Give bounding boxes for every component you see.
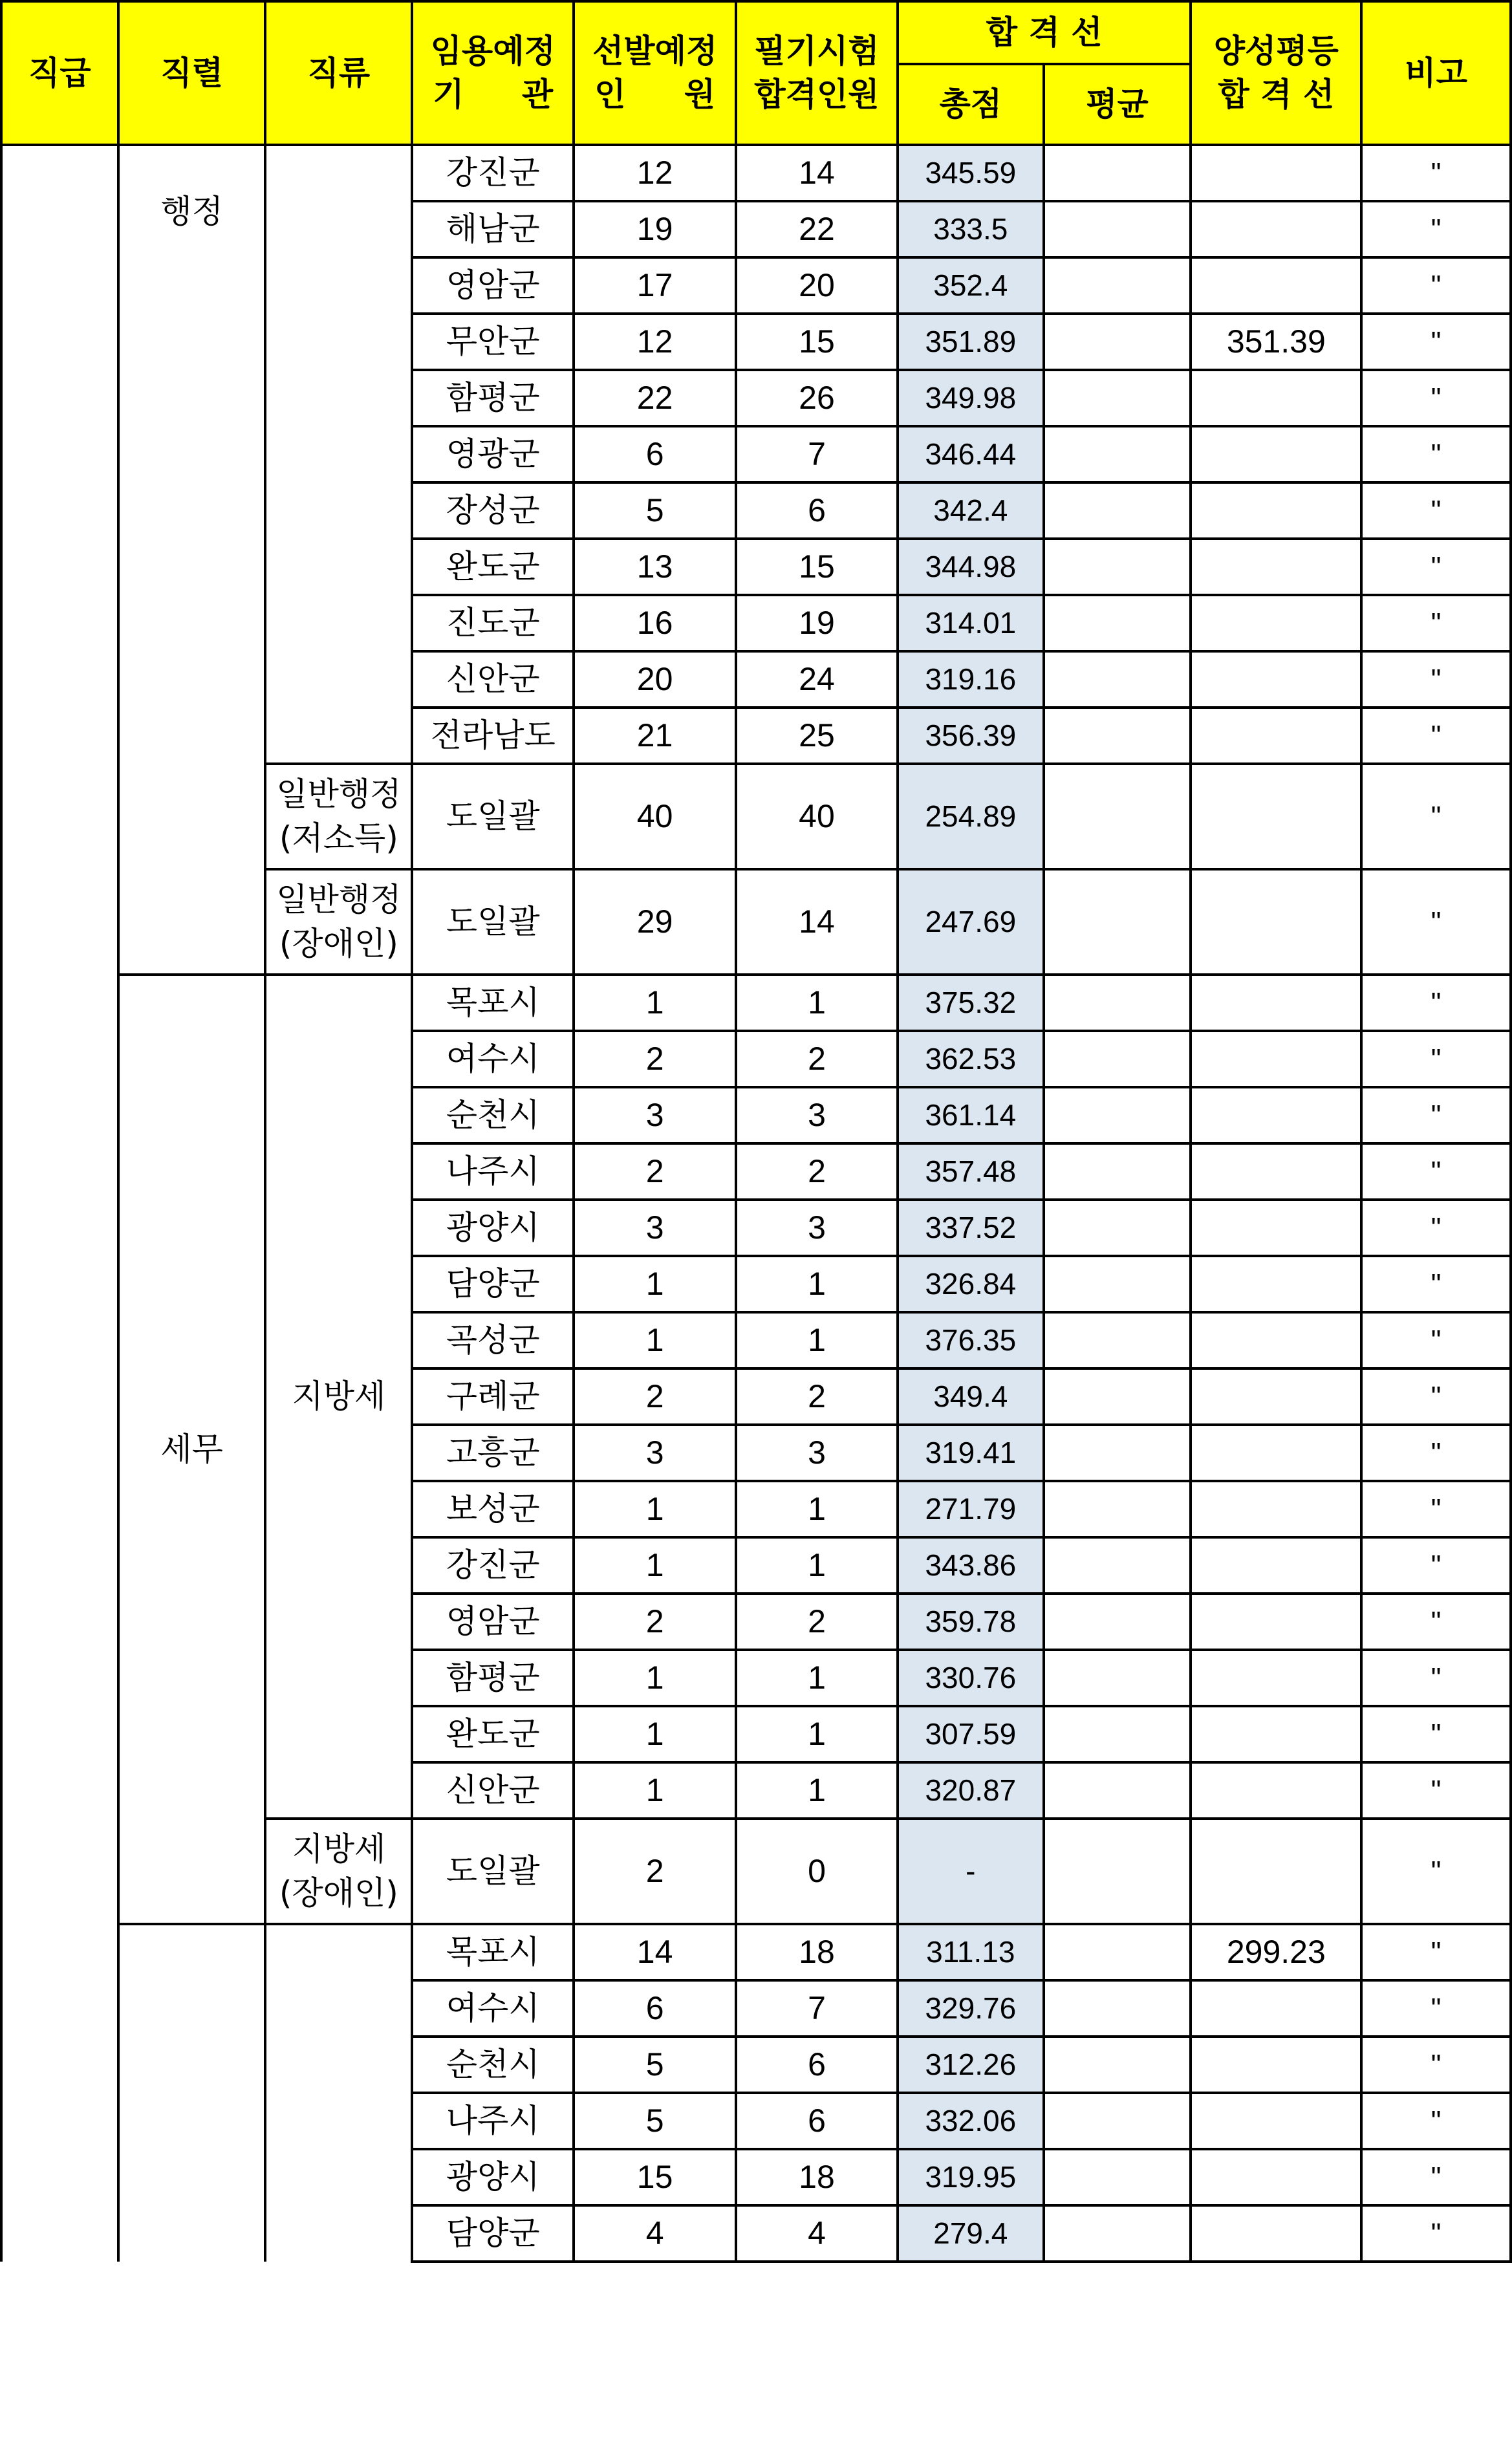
remark-cell: " (1361, 595, 1511, 651)
class-cell-blank (265, 145, 412, 764)
total-score-cell: 376.35 (898, 1312, 1044, 1368)
passed-count-cell: 22 (736, 201, 898, 257)
header-agency-line1: 임용예정 (430, 32, 556, 70)
header-select (574, 1, 736, 145)
header-agency-line2b: 관 (521, 76, 554, 113)
passed-count-cell: 1 (736, 975, 898, 1031)
agency-cell: 곡성군 (412, 1312, 574, 1368)
select-count-cell: 21 (574, 708, 736, 764)
remark-cell: " (1361, 1256, 1511, 1312)
total-score-cell: 344.98 (898, 539, 1044, 595)
average-score-cell (1044, 1762, 1191, 1819)
remark-cell: " (1361, 426, 1511, 482)
passed-count-cell: 4 (736, 2205, 898, 2262)
select-count-cell: 5 (574, 2093, 736, 2149)
select-count-cell: 1 (574, 1762, 736, 1819)
total-score-cell: 349.98 (898, 370, 1044, 426)
remark-cell: " (1361, 314, 1511, 370)
gender-cutoff-cell (1191, 145, 1361, 201)
class-label-line2: (장애인) (279, 1874, 398, 1912)
select-count-cell: 3 (574, 1087, 736, 1143)
select-count-cell: 12 (574, 314, 736, 370)
average-score-cell (1044, 764, 1191, 869)
average-score-cell (1044, 869, 1191, 975)
remark-cell: " (1361, 1031, 1511, 1087)
gender-cutoff-cell (1191, 1762, 1361, 1819)
remark-cell: " (1361, 539, 1511, 595)
average-score-cell (1044, 1650, 1191, 1706)
average-score-cell (1044, 651, 1191, 708)
agency-cell: 강진군 (412, 1537, 574, 1594)
table-row (1, 975, 1511, 1031)
total-score-cell: 375.32 (898, 975, 1044, 1031)
header-select-line1: 선발예정 (592, 32, 718, 70)
average-score-cell (1044, 975, 1191, 1031)
select-count-cell: 20 (574, 651, 736, 708)
header-remark: 비고 (1361, 1, 1511, 145)
passed-count-cell: 40 (736, 764, 898, 869)
gender-cutoff-cell (1191, 764, 1361, 869)
average-score-cell (1044, 1087, 1191, 1143)
remark-cell: " (1361, 1594, 1511, 1650)
average-score-cell (1044, 1481, 1191, 1537)
agency-cell: 목포시 (412, 975, 574, 1031)
passed-count-cell: 2 (736, 1143, 898, 1200)
remark-cell: " (1361, 370, 1511, 426)
total-score-cell: 247.69 (898, 869, 1044, 975)
remark-cell: " (1361, 2149, 1511, 2205)
select-count-cell: 5 (574, 2037, 736, 2093)
agency-cell: 나주시 (412, 2093, 574, 2149)
gender-cutoff-cell (1191, 2205, 1361, 2262)
select-count-cell: 2 (574, 1819, 736, 1924)
gender-cutoff-cell (1191, 2149, 1361, 2205)
header-series: 직렬 (118, 1, 266, 145)
average-score-cell (1044, 1256, 1191, 1312)
total-score-cell: 329.76 (898, 1980, 1044, 2037)
remark-cell: " (1361, 1706, 1511, 1762)
total-score-cell: 312.26 (898, 2037, 1044, 2093)
select-count-cell: 12 (574, 145, 736, 201)
header-select-line2 (575, 73, 735, 117)
select-count-cell: 29 (574, 869, 736, 975)
remark-cell: " (1361, 1762, 1511, 1819)
total-score-cell: 345.59 (898, 145, 1044, 201)
passed-count-cell: 3 (736, 1087, 898, 1143)
average-score-cell (1044, 539, 1191, 595)
average-score-cell (1044, 1425, 1191, 1481)
select-count-cell: 1 (574, 975, 736, 1031)
average-score-cell (1044, 426, 1191, 482)
passed-count-cell: 1 (736, 1537, 898, 1594)
average-score-cell (1044, 2093, 1191, 2149)
gender-cutoff-cell (1191, 257, 1361, 314)
agency-cell: 도일괄 (412, 1819, 574, 1924)
select-count-cell: 1 (574, 1256, 736, 1312)
remark-cell: " (1361, 764, 1511, 869)
select-count-cell: 19 (574, 201, 736, 257)
gender-cutoff-cell (1191, 1980, 1361, 2037)
average-score-cell (1044, 2205, 1191, 2262)
passed-count-cell: 2 (736, 1594, 898, 1650)
average-score-cell (1044, 1143, 1191, 1200)
total-score-cell: 311.13 (898, 1924, 1044, 1980)
agency-cell: 완도군 (412, 1706, 574, 1762)
average-score-cell (1044, 257, 1191, 314)
header-written (736, 1, 898, 145)
average-score-cell (1044, 145, 1191, 201)
remark-cell: " (1361, 975, 1511, 1031)
average-score-cell (1044, 1594, 1191, 1650)
select-count-cell: 3 (574, 1200, 736, 1256)
gender-cutoff-cell (1191, 1706, 1361, 1762)
agency-cell: 영암군 (412, 257, 574, 314)
select-count-cell: 2 (574, 1143, 736, 1200)
select-count-cell: 3 (574, 1425, 736, 1481)
agency-cell: 영암군 (412, 1594, 574, 1650)
select-count-cell: 6 (574, 426, 736, 482)
class-cell (265, 1819, 412, 1924)
agency-cell: 영광군 (412, 426, 574, 482)
total-score-cell: 349.4 (898, 1368, 1044, 1425)
gender-cutoff-cell (1191, 1312, 1361, 1368)
total-score-cell: 319.95 (898, 2149, 1044, 2205)
total-score-cell: 346.44 (898, 426, 1044, 482)
total-score-cell: 271.79 (898, 1481, 1044, 1537)
passed-count-cell: 18 (736, 1924, 898, 1980)
total-score-cell: 337.52 (898, 1200, 1044, 1256)
average-score-cell (1044, 482, 1191, 539)
class-label-line1: 일반행정 (276, 881, 402, 918)
gender-cutoff-cell (1191, 708, 1361, 764)
average-score-cell (1044, 1312, 1191, 1368)
passed-count-cell: 24 (736, 651, 898, 708)
remark-cell: " (1361, 1368, 1511, 1425)
passed-count-cell: 3 (736, 1200, 898, 1256)
remark-cell: " (1361, 1924, 1511, 1980)
total-score-cell: 343.86 (898, 1537, 1044, 1594)
agency-cell: 순천시 (412, 1087, 574, 1143)
header-agency-line2 (413, 73, 572, 117)
header-select-line2b: 원 (684, 76, 716, 113)
agency-cell: 나주시 (412, 1143, 574, 1200)
gender-cutoff-cell (1191, 1819, 1361, 1924)
header-average: 평균 (1044, 64, 1191, 145)
remark-cell: " (1361, 1980, 1511, 2037)
header-gender-line1: 양성평등 (1213, 32, 1339, 70)
series-cell-haengjeong: 행정 (118, 145, 266, 975)
header-select-line2a: 인 (594, 76, 626, 113)
select-count-cell: 15 (574, 2149, 736, 2205)
remark-cell: " (1361, 708, 1511, 764)
average-score-cell (1044, 1368, 1191, 1425)
gender-cutoff-cell (1191, 539, 1361, 595)
select-count-cell: 1 (574, 1706, 736, 1762)
average-score-cell (1044, 1537, 1191, 1594)
remark-cell: " (1361, 1087, 1511, 1143)
average-score-cell (1044, 595, 1191, 651)
average-score-cell (1044, 1819, 1191, 1924)
gender-cutoff-cell: 351.39 (1191, 314, 1361, 370)
passed-count-cell: 7 (736, 1980, 898, 2037)
remark-cell: " (1361, 1143, 1511, 1200)
passed-count-cell: 14 (736, 145, 898, 201)
select-count-cell: 5 (574, 482, 736, 539)
average-score-cell (1044, 1031, 1191, 1087)
class-label-line2: (장애인) (279, 924, 398, 962)
passed-count-cell: 19 (736, 595, 898, 651)
total-score-cell: 279.4 (898, 2205, 1044, 2262)
agency-cell: 여수시 (412, 1031, 574, 1087)
passed-count-cell: 3 (736, 1425, 898, 1481)
remark-cell: " (1361, 482, 1511, 539)
select-count-cell: 2 (574, 1594, 736, 1650)
select-count-cell: 1 (574, 1481, 736, 1537)
class-label-line2: (저소득) (279, 819, 398, 857)
agency-cell: 진도군 (412, 595, 574, 651)
agency-cell: 구례군 (412, 1368, 574, 1425)
agency-cell: 해남군 (412, 201, 574, 257)
average-score-cell (1044, 708, 1191, 764)
agency-cell: 강진군 (412, 145, 574, 201)
table-row (1, 1924, 1511, 1980)
passed-count-cell: 1 (736, 1650, 898, 1706)
agency-cell: 도일괄 (412, 764, 574, 869)
remark-cell: " (1361, 2205, 1511, 2262)
agency-cell: 광양시 (412, 1200, 574, 1256)
total-score-cell: 351.89 (898, 314, 1044, 370)
passed-count-cell: 25 (736, 708, 898, 764)
gender-cutoff-cell (1191, 1368, 1361, 1425)
class-cell (265, 764, 412, 869)
header-class: 직류 (265, 1, 412, 145)
remark-cell: " (1361, 869, 1511, 975)
remark-cell: " (1361, 2037, 1511, 2093)
gender-cutoff-cell (1191, 975, 1361, 1031)
total-score-cell: 307.59 (898, 1706, 1044, 1762)
remark-cell: " (1361, 2093, 1511, 2149)
class-cell-continued (265, 1924, 412, 2262)
passed-count-cell: 26 (736, 370, 898, 426)
select-count-cell: 2 (574, 1368, 736, 1425)
gender-cutoff-cell (1191, 869, 1361, 975)
gender-cutoff-cell (1191, 201, 1361, 257)
header-grade: 직급 (1, 1, 118, 145)
select-count-cell: 1 (574, 1537, 736, 1594)
total-score-cell: 332.06 (898, 2093, 1044, 2149)
header-gender-line2: 합 격 선 (1218, 76, 1335, 113)
remark-cell: " (1361, 1481, 1511, 1537)
agency-cell: 함평군 (412, 1650, 574, 1706)
passed-count-cell: 15 (736, 539, 898, 595)
passed-count-cell: 1 (736, 1256, 898, 1312)
total-score-cell: 319.16 (898, 651, 1044, 708)
gender-cutoff-cell (1191, 1031, 1361, 1087)
total-score-cell: 359.78 (898, 1594, 1044, 1650)
total-score-cell: 356.39 (898, 708, 1044, 764)
passed-count-cell: 18 (736, 2149, 898, 2205)
header-agency-line2a: 기 (433, 76, 464, 113)
average-score-cell (1044, 1924, 1191, 1980)
average-score-cell (1044, 201, 1191, 257)
remark-cell: " (1361, 1200, 1511, 1256)
total-score-cell: 333.5 (898, 201, 1044, 257)
select-count-cell: 1 (574, 1312, 736, 1368)
total-score-cell: 352.4 (898, 257, 1044, 314)
total-score-cell: 357.48 (898, 1143, 1044, 1200)
total-score-cell: - (898, 1819, 1044, 1924)
agency-cell: 담양군 (412, 2205, 574, 2262)
agency-cell: 목포시 (412, 1924, 574, 1980)
select-count-cell: 2 (574, 1031, 736, 1087)
passed-count-cell: 1 (736, 1481, 898, 1537)
average-score-cell (1044, 2037, 1191, 2093)
gender-cutoff-cell (1191, 1425, 1361, 1481)
remark-cell: " (1361, 1650, 1511, 1706)
passed-count-cell: 0 (736, 1819, 898, 1924)
passed-count-cell: 1 (736, 1762, 898, 1819)
class-label-line1: 일반행정 (276, 775, 402, 813)
passed-count-cell: 20 (736, 257, 898, 314)
select-count-cell: 40 (574, 764, 736, 869)
header-total: 총점 (898, 64, 1044, 145)
remark-cell: " (1361, 1537, 1511, 1594)
agency-cell: 고흥군 (412, 1425, 574, 1481)
select-count-cell: 4 (574, 2205, 736, 2262)
gender-cutoff-cell (1191, 1087, 1361, 1143)
passed-count-cell: 6 (736, 2093, 898, 2149)
gender-cutoff-cell (1191, 651, 1361, 708)
average-score-cell (1044, 1706, 1191, 1762)
select-count-cell: 16 (574, 595, 736, 651)
gender-cutoff-cell (1191, 482, 1361, 539)
table-row (1, 145, 1511, 201)
agency-cell: 담양군 (412, 1256, 574, 1312)
agency-cell: 여수시 (412, 1980, 574, 2037)
remark-cell: " (1361, 1312, 1511, 1368)
average-score-cell (1044, 2149, 1191, 2205)
select-count-cell: 13 (574, 539, 736, 595)
agency-cell: 순천시 (412, 2037, 574, 2093)
header-cutoff: 합 격 선 (898, 1, 1191, 64)
header-written-line1: 필기시험 (754, 32, 880, 70)
select-count-cell: 17 (574, 257, 736, 314)
total-score-cell: 319.41 (898, 1425, 1044, 1481)
agency-cell: 완도군 (412, 539, 574, 595)
total-score-cell: 254.89 (898, 764, 1044, 869)
agency-cell: 장성군 (412, 482, 574, 539)
agency-cell: 보성군 (412, 1481, 574, 1537)
gender-cutoff-cell (1191, 1481, 1361, 1537)
agency-cell: 무안군 (412, 314, 574, 370)
total-score-cell: 314.01 (898, 595, 1044, 651)
passed-count-cell: 6 (736, 2037, 898, 2093)
gender-cutoff-cell (1191, 1256, 1361, 1312)
gender-cutoff-cell (1191, 1200, 1361, 1256)
average-score-cell (1044, 1200, 1191, 1256)
passed-count-cell: 1 (736, 1706, 898, 1762)
gender-cutoff-cell (1191, 2093, 1361, 2149)
total-score-cell: 361.14 (898, 1087, 1044, 1143)
remark-cell: " (1361, 651, 1511, 708)
remark-cell: " (1361, 1425, 1511, 1481)
passed-count-cell: 7 (736, 426, 898, 482)
passed-count-cell: 1 (736, 1312, 898, 1368)
agency-cell: 전라남도 (412, 708, 574, 764)
passed-count-cell: 14 (736, 869, 898, 975)
agency-cell: 함평군 (412, 370, 574, 426)
select-count-cell: 1 (574, 1650, 736, 1706)
remark-cell: " (1361, 1819, 1511, 1924)
remark-cell: " (1361, 201, 1511, 257)
gender-cutoff-cell (1191, 595, 1361, 651)
header-gender (1191, 1, 1361, 145)
total-score-cell: 362.53 (898, 1031, 1044, 1087)
gender-cutoff-cell (1191, 370, 1361, 426)
total-score-cell: 326.84 (898, 1256, 1044, 1312)
passed-count-cell: 2 (736, 1368, 898, 1425)
header-written-line2: 합격인원 (754, 76, 880, 113)
passed-count-cell: 6 (736, 482, 898, 539)
agency-cell: 신안군 (412, 1762, 574, 1819)
remark-cell: " (1361, 257, 1511, 314)
class-cell-jibangse: 지방세 (265, 975, 412, 1819)
agency-cell: 도일괄 (412, 869, 574, 975)
average-score-cell (1044, 314, 1191, 370)
class-label-line1: 지방세 (292, 1830, 386, 1868)
gender-cutoff-cell (1191, 426, 1361, 482)
passed-count-cell: 15 (736, 314, 898, 370)
total-score-cell: 320.87 (898, 1762, 1044, 1819)
average-score-cell (1044, 370, 1191, 426)
remark-cell: " (1361, 145, 1511, 201)
agency-cell: 광양시 (412, 2149, 574, 2205)
agency-cell: 신안군 (412, 651, 574, 708)
select-count-cell: 22 (574, 370, 736, 426)
series-cell-semu: 세무 (118, 975, 266, 1924)
gender-cutoff-cell (1191, 1594, 1361, 1650)
class-cell (265, 869, 412, 975)
series-cell-continued (118, 1924, 266, 2262)
select-count-cell: 6 (574, 1980, 736, 2037)
gender-cutoff-cell: 299.23 (1191, 1924, 1361, 1980)
header-agency (412, 1, 574, 145)
grade-cell (1, 145, 118, 2262)
gender-cutoff-cell (1191, 1143, 1361, 1200)
total-score-cell: 342.4 (898, 482, 1044, 539)
gender-cutoff-cell (1191, 1537, 1361, 1594)
passed-count-cell: 2 (736, 1031, 898, 1087)
gender-cutoff-cell (1191, 1650, 1361, 1706)
total-score-cell: 330.76 (898, 1650, 1044, 1706)
average-score-cell (1044, 1980, 1191, 2037)
gender-cutoff-cell (1191, 2037, 1361, 2093)
select-count-cell: 14 (574, 1924, 736, 1980)
